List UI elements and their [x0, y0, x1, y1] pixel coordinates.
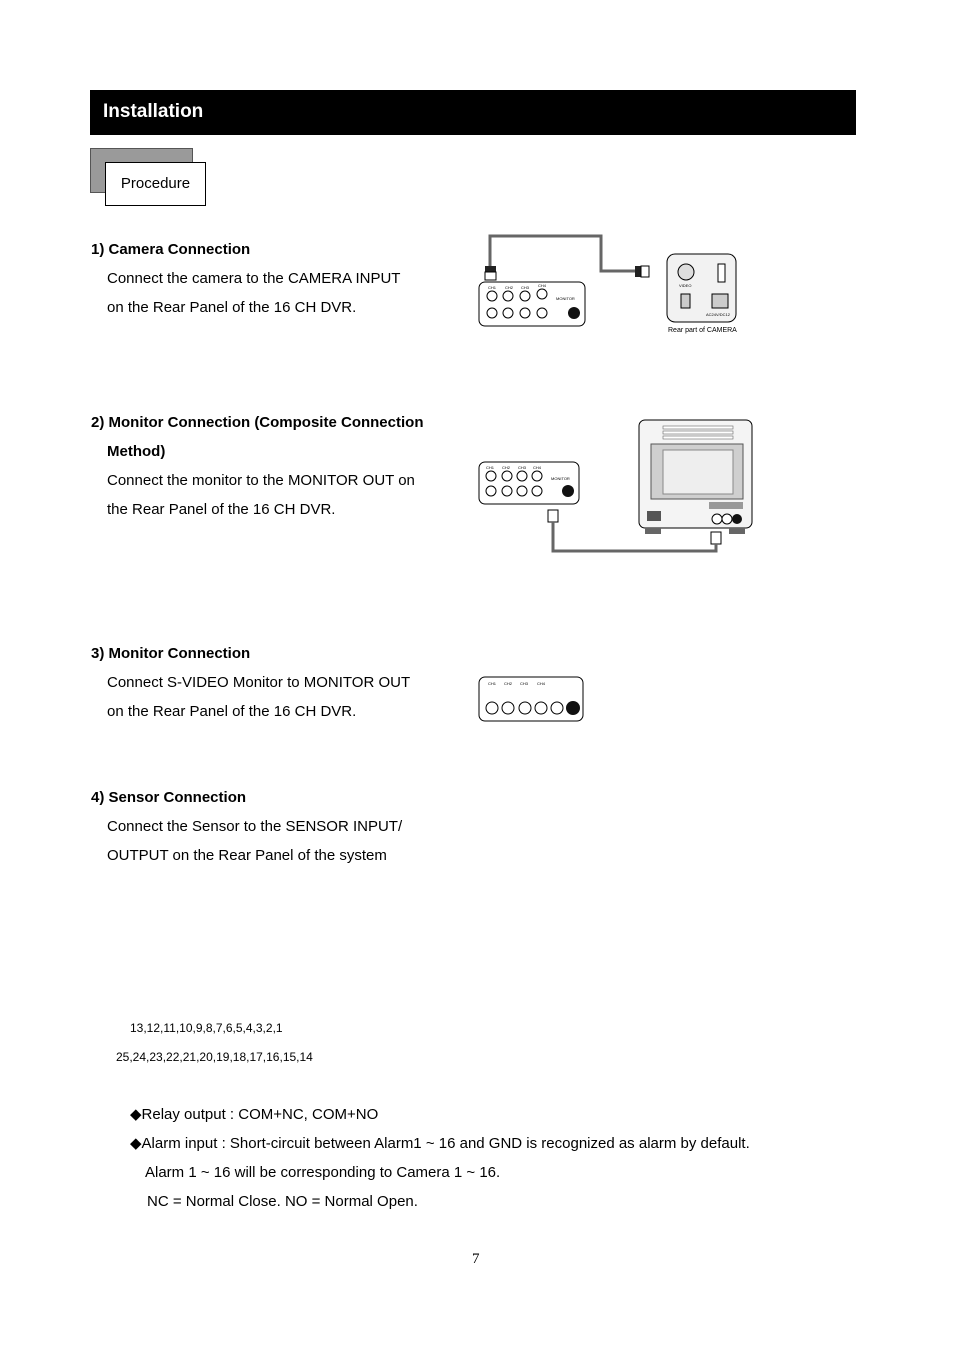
composite-text-line2: the Rear Panel of the 16 CH DVR. [107, 501, 336, 518]
svideo-socket-3 [566, 701, 580, 715]
bnc-plug-camera [635, 266, 641, 277]
camera-text-line2: on the Rear Panel of the 16 CH DVR. [107, 299, 357, 316]
svideo-text-line1: Connect S-VIDEO Monitor to MONITOR OUT [107, 674, 411, 691]
composite-heading-line1: 2) Monitor Connection (Composite Connection [91, 414, 424, 431]
relay-note: ◆Relay output : COM+NC, COM+NO [130, 1106, 379, 1123]
pin-row-bottom: 25,24,23,22,21,20,19,18,17,16,15,14 [116, 1050, 313, 1064]
camera-connection-diagram [475, 228, 775, 338]
panel2-label-ch3: CH3 [518, 465, 527, 470]
svideo-socket [568, 307, 580, 319]
sensor-heading: 4) Sensor Connection [91, 789, 247, 806]
monitor-video-in [712, 514, 722, 524]
composite-heading-line2: Method) [107, 443, 166, 460]
svideo-heading: 3) Monitor Connection [91, 645, 251, 662]
panel-label-ch2: CH2 [505, 285, 514, 290]
svideo-text-line2: on the Rear Panel of the 16 CH DVR. [107, 703, 357, 720]
bnc-plug-monitor [711, 532, 721, 544]
procedure-tab: Procedure [105, 162, 206, 206]
alarm-note-cont: Alarm 1 ~ 16 will be corresponding to Camera 1 ~ 16. [145, 1164, 501, 1181]
sensor-text-line1: Connect the Sensor to the SENSOR INPUT/ [107, 818, 403, 835]
panel-label-ch1: CH1 [488, 285, 497, 290]
alarm-note: ◆Alarm input : Short-circuit between Alarm1 ~ 16 and GND is recognized as alarm by default. [130, 1135, 750, 1152]
camera-video-label: VIDEO [679, 283, 692, 288]
composite-connection-diagram [475, 414, 765, 556]
panel-label-ch3: CH3 [521, 285, 530, 290]
camera-power-label: AC24V/DC12 [706, 312, 731, 317]
section-title: Installation [103, 101, 204, 122]
panel3-label-ch3: CH3 [520, 681, 529, 686]
bnc-plug-dvr [548, 510, 558, 522]
nc-no-note: NC = Normal Close. NO = Normal Open. [147, 1193, 418, 1210]
panel3-label-ch1: CH1 [488, 681, 497, 686]
camera-caption: Rear part of CAMERA [668, 327, 737, 334]
panel2-label-ch1: CH1 [486, 465, 495, 470]
monitor-vents [663, 426, 733, 439]
panel3-label-ch4: CH4 [537, 681, 546, 686]
pin-row-top: 13,12,11,10,9,8,7,6,5,4,3,2,1 [130, 1021, 283, 1035]
composite-text-line1: Connect the monitor to the MONITOR OUT on [107, 472, 415, 489]
panel-label-ch4: CH4 [538, 283, 547, 288]
panel2-label-ch2: CH2 [502, 465, 511, 470]
page-number: 7 [472, 1251, 480, 1267]
camera-heading: 1) Camera Connection [91, 241, 251, 258]
sensor-text-line2: OUTPUT on the Rear Panel of the system [107, 847, 387, 864]
panel-monitor-label: MONITOR [556, 296, 575, 301]
camera-text-line1: Connect the camera to the CAMERA INPUT [107, 270, 401, 287]
svideo-socket-2 [562, 485, 574, 497]
panel3-label-ch2: CH2 [504, 681, 513, 686]
svideo-panel-diagram [475, 674, 590, 726]
panel2-label-ch4: CH4 [533, 465, 542, 470]
camera-cable [490, 236, 635, 271]
section-banner [90, 90, 856, 135]
panel2-monitor-label: MONITOR [551, 476, 570, 481]
bnc-plug-panel [485, 266, 496, 272]
